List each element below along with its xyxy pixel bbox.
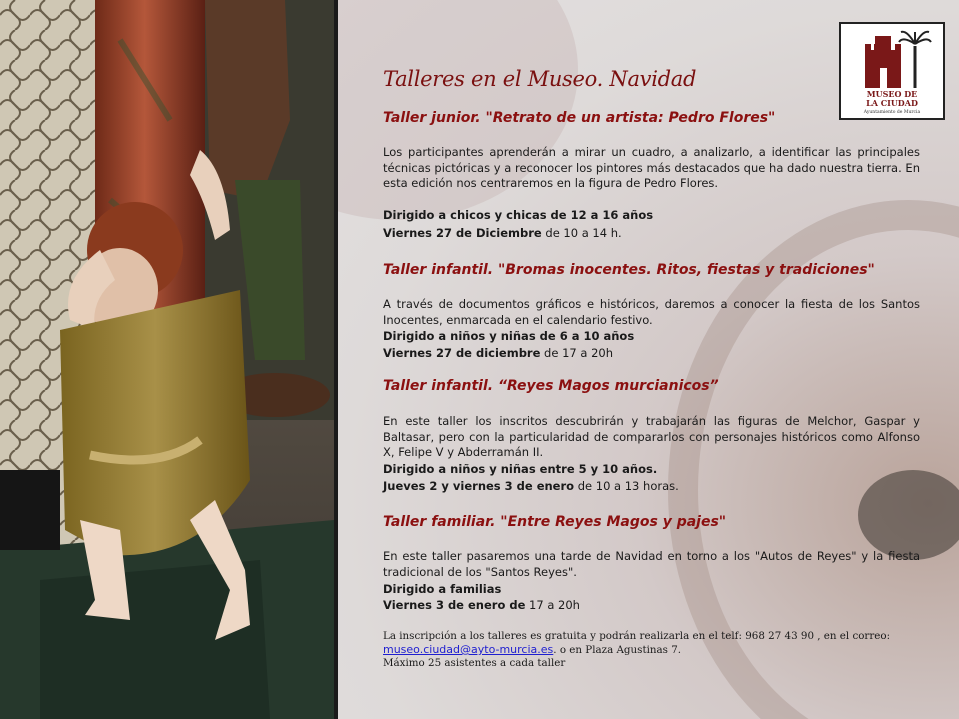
registration-contact — [383, 643, 920, 657]
workshop-date: Jueves 2 y viernes 3 de enero — [383, 479, 575, 493]
workshop-audience: Dirigido a niños y niñas entre 5 y 10 años. — [383, 462, 658, 476]
logo-title — [841, 90, 943, 108]
workshop-time: de 10 a 14 h. — [541, 226, 622, 240]
workshop-schedule — [383, 479, 679, 495]
registration-info — [383, 630, 920, 670]
capacity-note: Máximo 25 asistentes a cada taller — [383, 657, 566, 669]
workshop-schedule — [383, 346, 613, 362]
registration-text: La inscripción a los talleres es gratuita y podrán realizarla en el telf: 968 27 43 90 , en el correo: — [383, 630, 891, 642]
workshop-description: A través de documentos gráficos e históricos, daremos a conocer la fiesta de los Santos Inocentes, enmarcada en el calendario festivo. — [383, 297, 920, 327]
sculpture-illustration — [0, 0, 334, 719]
workshop-title: Taller infantil. “Reyes Magos murcianicos” — [383, 378, 719, 394]
logo-title-line: MUSEO DE — [866, 89, 918, 99]
logo-title-line: LA CIUDAD — [866, 98, 918, 108]
workshop-audience: Dirigido a niños y niñas de 6 a 10 años — [383, 329, 635, 343]
page-title: Talleres en el Museo. Navidad — [383, 67, 697, 91]
email-link[interactable]: museo.ciudad@ayto-murcia.es — [383, 643, 554, 656]
workshop-date: Viernes 3 de enero de — [383, 598, 526, 612]
workshop-description: En este taller pasaremos una tarde de Navidad en torno a los "Autos de Reyes" y la fiesta tradicional de los "Santos Reyes". — [383, 549, 920, 579]
workshop-audience: Dirigido a familias — [383, 582, 502, 596]
workshop-description: En este taller los inscritos descubrirán y trabajarán las figuras de Melchor, Gaspar y Baltasar, pero con la particularidad de compararlos con personajes históricos como Alfonso X, Felipe V y Abderramán II. — [383, 414, 920, 459]
workshop-time: de 17 a 20h — [540, 346, 614, 360]
workshop-date: Viernes 27 de diciembre — [383, 346, 541, 360]
workshop-title: Taller junior. "Retrato de un artista: Pedro Flores" — [383, 110, 776, 126]
workshop-title: Taller infantil. "Bromas inocentes. Ritos, fiestas y tradiciones" — [383, 262, 875, 278]
workshop-time: de 10 a 13 horas. — [574, 479, 679, 493]
castle-palm-icon — [841, 24, 943, 90]
workshop-date: Viernes 27 de Diciembre — [383, 226, 542, 240]
workshop-title: Taller familiar. "Entre Reyes Magos y pajes" — [383, 514, 727, 530]
registration-address: . o en Plaza Agustinas 7. — [553, 644, 682, 656]
workshop-schedule — [383, 226, 622, 242]
logo-subtitle: Ayuntamiento de Murcia — [863, 110, 921, 115]
workshop-time: 17 a 20h — [525, 598, 580, 612]
workshop-audience: Dirigido a chicos y chicas de 12 a 16 años — [383, 208, 654, 222]
workshop-schedule — [383, 598, 580, 614]
background-decoration — [858, 470, 959, 560]
sculpture-photo — [0, 0, 334, 719]
museum-logo — [839, 22, 945, 120]
workshop-description: Los participantes aprenderán a mirar un cuadro, a analizarlo, a identificar las principales técnicas pictóricas y a reconocer los pintores más destacados que ha dado nuestra tierra. En esta edición nos centraremos en la figura de Pedro Flores. — [383, 145, 920, 190]
